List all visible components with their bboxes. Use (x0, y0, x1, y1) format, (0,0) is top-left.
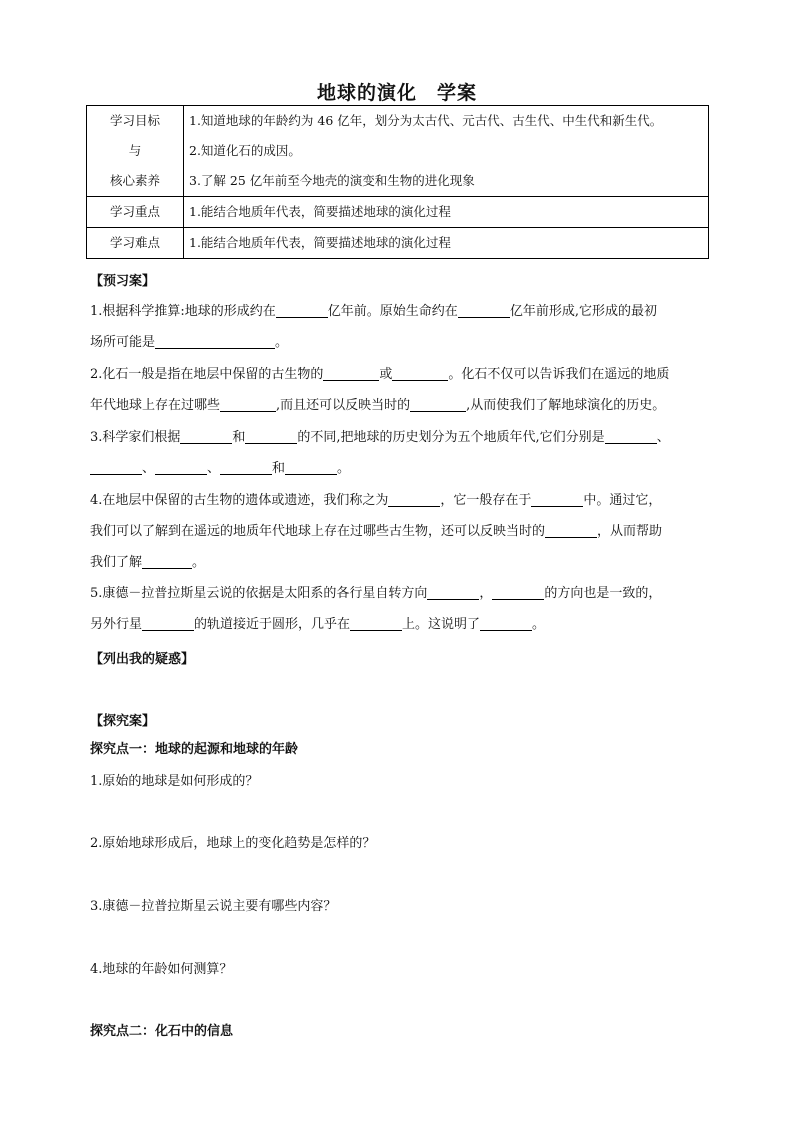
goals-label-line: 核心素养 (109, 173, 160, 188)
answer-blank[interactable] (531, 492, 583, 507)
goals-label-cell (87, 106, 184, 197)
goals-label-line: 学习目标 (109, 113, 160, 128)
explore-question: 2.原始地球形成后，地球上的变化趋势是怎样的？ (90, 836, 376, 851)
explore-question: 3.康德－拉普拉斯星云说主要有哪些内容？ (90, 899, 337, 914)
preview-question-1: 1.根据科学推算:地球的形成约在 亿年前。原始生命约在 亿年前形成,它形成的最初 场所可能是 。 (90, 304, 657, 350)
preview-question-5: 5.康德－拉普拉斯星云说的依据是太阳系的各行星自转方向 ， 的方向也是一致的， 另外行星 的轨道接近于圆形，几乎在 上。这说明了 。 (90, 586, 662, 632)
key-content-cell: 1.能结合地质年代表，简要描述地球的演化过程 (184, 197, 709, 228)
doubts-heading: 【列出我的疑惑】 (90, 652, 195, 667)
answer-blank[interactable] (142, 616, 194, 631)
answer-blank[interactable] (323, 366, 379, 381)
answer-blank[interactable] (392, 366, 448, 381)
answer-blank[interactable] (350, 616, 402, 631)
difficult-content-cell: 1.能结合地质年代表，简要描述地球的演化过程 (184, 228, 709, 259)
answer-blank[interactable] (480, 616, 532, 631)
goal-item: 3.了解 25 亿年前至今地壳的演变和生物的进化现象 (189, 173, 475, 188)
explore-question: 1.原始的地球是如何形成的？ (90, 774, 259, 789)
preview-heading: 【预习案】 (90, 274, 156, 289)
goal-item: 1.知道地球的年龄约为 46 亿年，划分为太古代、元古代、古生代、中生代和新生代。 (189, 113, 663, 128)
page-title: 地球的演化 学案 (316, 82, 477, 104)
preview-question-3: 3.科学家们根据 和 的不同,把地球的历史划分为五个地质年代,它们分别是 、 、 、 和 。 (90, 430, 670, 476)
explore-heading: 【探究案】 (90, 714, 156, 729)
answer-blank[interactable] (458, 303, 510, 318)
answer-blank[interactable] (155, 460, 207, 475)
answer-blank[interactable] (285, 460, 337, 475)
answer-blank[interactable] (245, 429, 297, 444)
answer-blank[interactable] (492, 585, 544, 600)
explore-question: 4.地球的年龄如何测算？ (90, 962, 233, 977)
difficult-label-cell: 学习难点 (87, 228, 184, 259)
answer-blank[interactable] (410, 397, 466, 412)
answer-blank[interactable] (388, 492, 440, 507)
preview-question-2: 2.化石一般是指在地层中保留的古生物的 或 。化石不仅可以告诉我们在遥远的地质 年代地球上存在过哪些 ,而且还可以反映当时的 ,从而使我们了解地球演化的历史。 (90, 367, 670, 413)
answer-blank[interactable] (427, 585, 479, 600)
goals-content-cell (184, 106, 709, 197)
answer-blank[interactable] (220, 397, 276, 412)
answer-blank[interactable] (605, 429, 657, 444)
goal-item: 2.知道化石的成因。 (189, 143, 301, 158)
answer-blank[interactable] (220, 460, 272, 475)
difficult-points-row (87, 228, 709, 259)
goals-row (87, 106, 709, 197)
goals-label-line: 与 (128, 143, 142, 158)
answer-blank[interactable] (180, 429, 232, 444)
key-label-cell: 学习重点 (87, 197, 184, 228)
explore-point-2: 探究点二：化石中的信息 (90, 1024, 234, 1039)
preview-question-4: 4.在地层中保留的古生物的遗体或遗迹，我们称之为 ，它一般存在于 中。通过它， 我们可以了解到在遥远的地质年代地球上存在过哪些古生物，还可以反映当时的 ，从而帮助 我们了解 。 (90, 493, 663, 570)
answer-blank[interactable] (276, 303, 328, 318)
objectives-table (86, 105, 709, 259)
answer-blank[interactable] (545, 523, 597, 538)
answer-blank[interactable] (142, 554, 192, 569)
key-points-row (87, 197, 709, 228)
answer-blank[interactable] (155, 334, 275, 349)
explore-point-1: 探究点一：地球的起源和地球的年龄 (90, 742, 299, 757)
answer-blank[interactable] (90, 460, 142, 475)
